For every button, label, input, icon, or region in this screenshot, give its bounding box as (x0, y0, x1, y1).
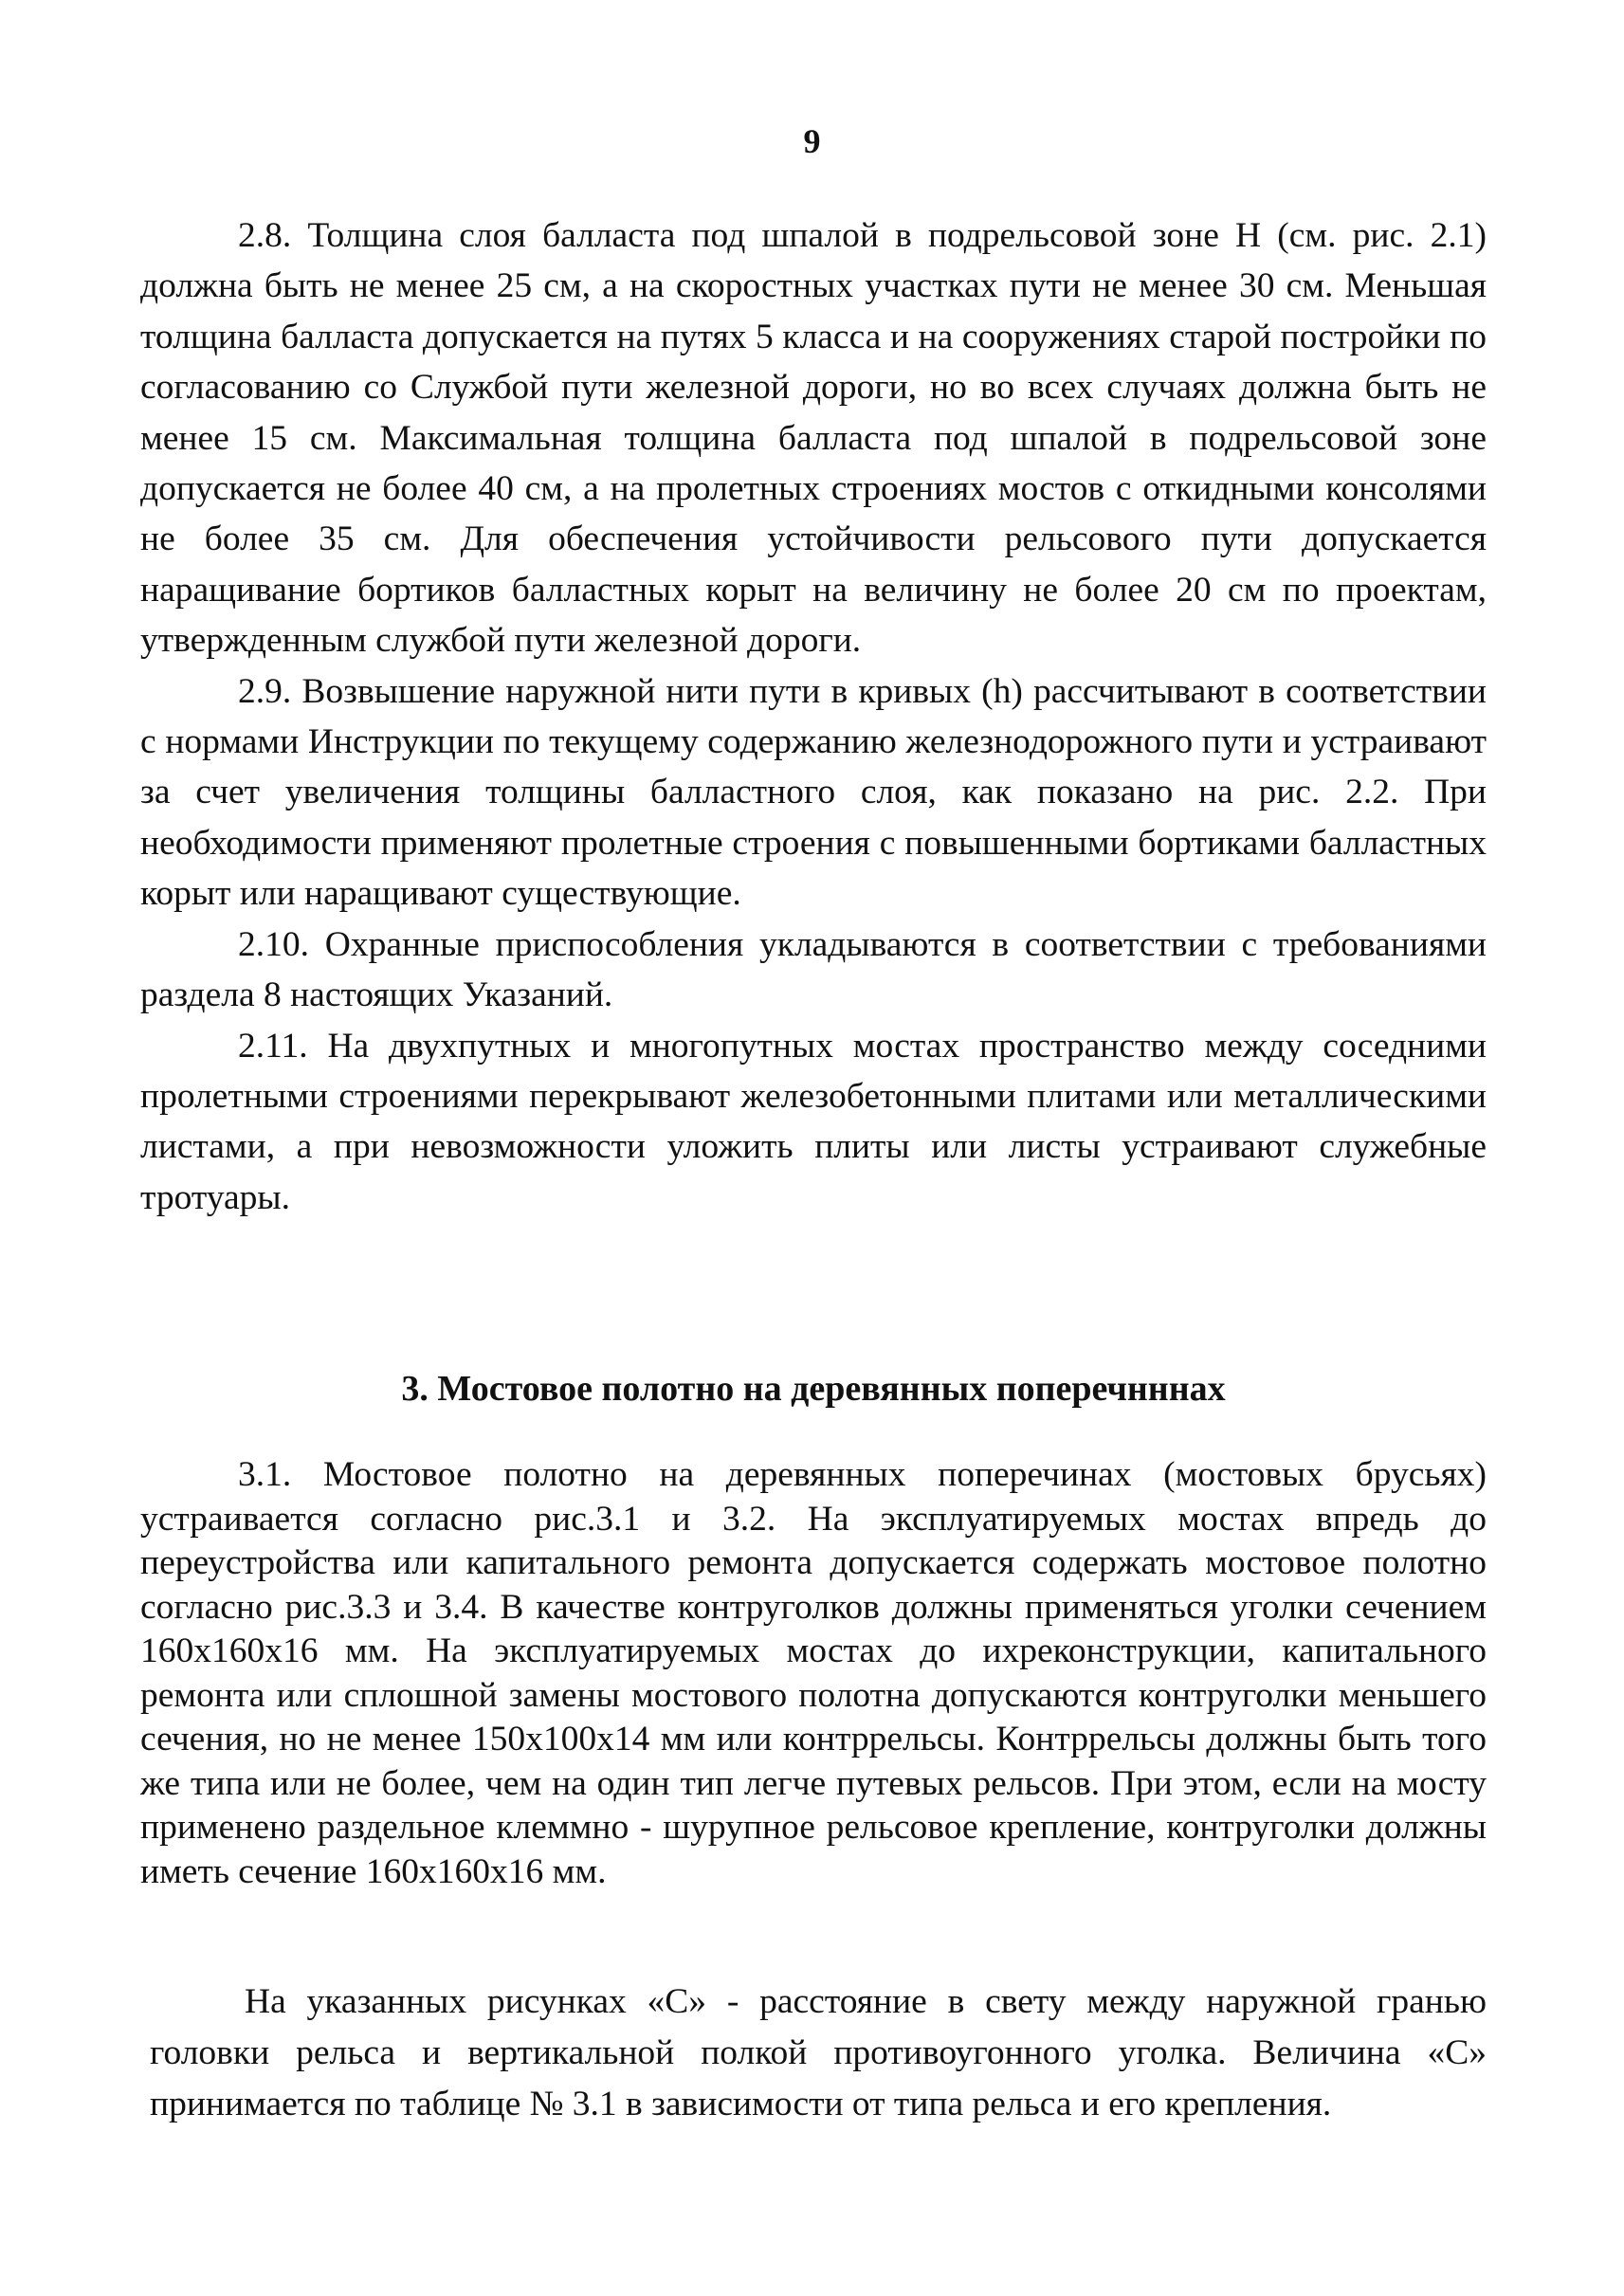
paragraph-2-8: 2.8. Толщина слоя балласта под шпалой в подрельсовой зоне H (см. рис. 2.1) должна быть не менее 25 см, а на скоростных участках пути не менее 30 см. Меньшая толщина балласта допускается на путях 5 класса и на сооружениях старой постройки по согласованию со Службой пути железной дороги, но во всех случаях должна быть не менее 15 см. Максимальная толщина балласта под шпалой в подрельсовой зоне допускается не более 40 см, а на пролетных строениях мостов с откидными консолями не более 35 см. Для обеспечения устойчивости рельсового пути допускается наращивание бортиков балластных корыт на величину не более 20 см по проектам, утвержденным службой пути железной дороги. (140, 216, 1487, 661)
paragraph-3-1: 3.1. Мостовое полотно на деревянных поперечинах (мостовых брусьях) устраивается согласно рис.3.1 и 3.2. На эксплуатируемых мостах впредь до переустройства или капитального ремонта допускается содержать мостовое полотно согласно рис.3.3 и 3.4. В качестве контруголков должны применяться уголки сечением 160x160x16 мм. На эксплуатируемых мостах до ихреконструкции, капитального ремонта или сплошной замены мостового полотна допускаются контруголки меньшего сечения, но не менее 150x100x14 мм или контррельсы. Контррельсы должны быть того же типа или не более, чем на один тип легче путевых рельсов. При этом, если на мосту применено раздельное клеммно - шурупное рельсовое крепление, контруголки должны иметь сечение 160x160x16 мм. (140, 1455, 1487, 1891)
section-3-heading: 3. Мостовое полотно на деревянных поперечнннах (401, 1369, 1226, 1409)
paragraph-2-11: 2.11. На двухпутных и многопутных мостах пространство между соседними пролетными строениями перекрывают железобетонными плитами или металлическими листами, а при невозможности уложить плиты или листы устраивают служебные тротуары. (140, 1026, 1487, 1217)
paragraph-2-9: 2.9. Возвышение наружной нити пути в кривых (h) рассчитывают в соответствии с нормами Инструкции по текущему содержанию железнодорожного пути и устраивают за счет увеличения толщины балластного слоя, как показано на рис. 2.2. При необходимости применяют пролетные строения с повышенными бортиками балластных корыт или наращивают существующие. (140, 671, 1487, 914)
page-number: 9 (803, 122, 821, 160)
section-3-note (150, 1977, 1487, 2130)
section-3-body (140, 1453, 1487, 1894)
paragraph-figure-note: На указанных рисунках «С» - расстояние в свету между наружной гранью головки рельса и вертикальной полкой противоугонного уголка. Величина «С» принимается по таблице № 3.1 в зависимости от типа рельса и его крепления. (150, 1982, 1487, 2123)
paragraph-2-10: 2.10. Охранные приспособления укладываются в соответствии с требованиями раздела 8 настоящих Указаний. (140, 924, 1487, 1015)
section-2-body (140, 210, 1487, 1223)
